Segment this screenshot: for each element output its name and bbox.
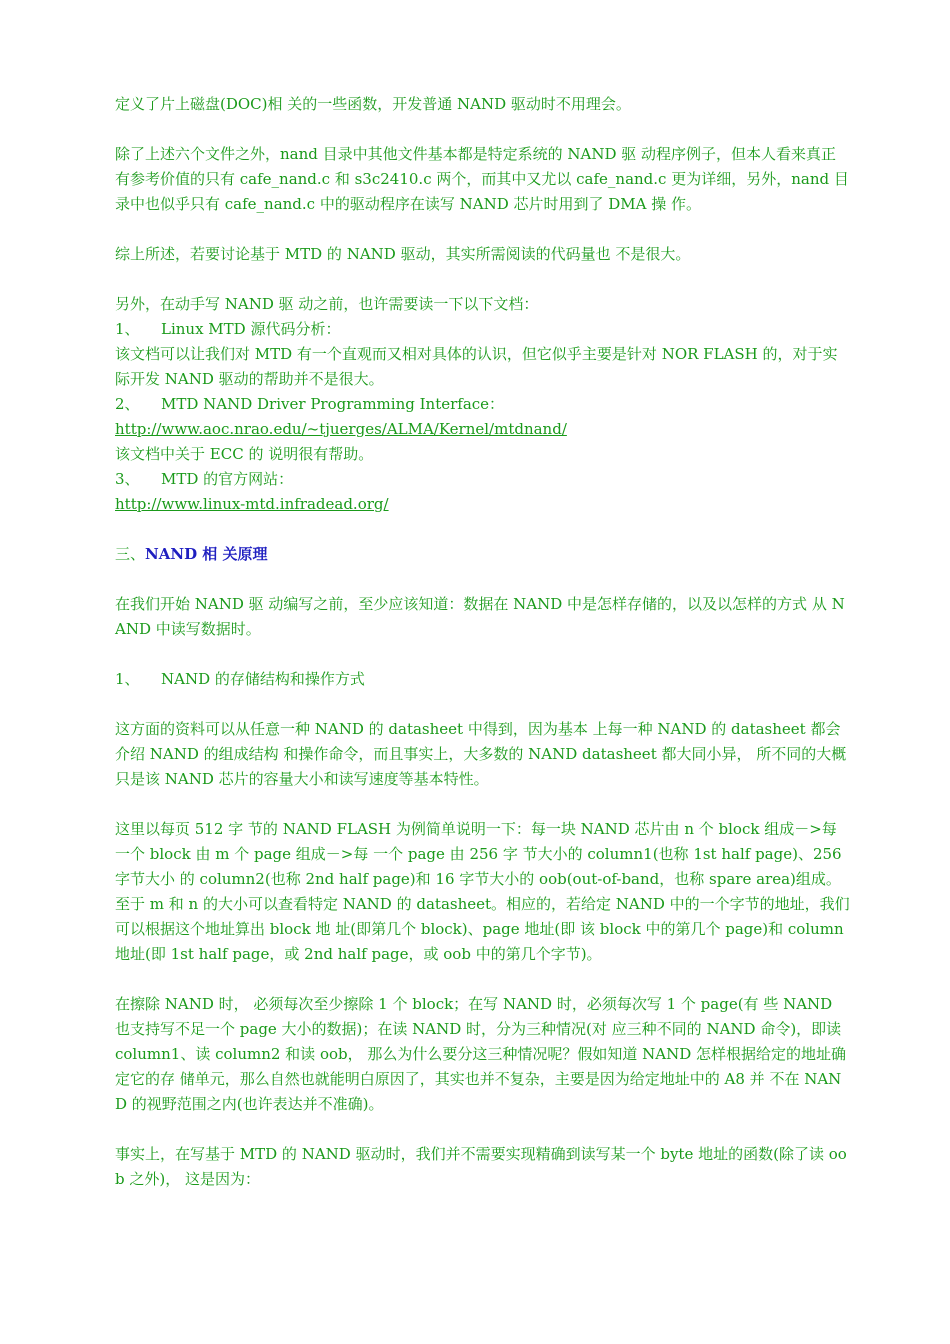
reference-title: MTD NAND Driver Programming Interface： xyxy=(161,395,505,413)
document-page xyxy=(115,92,850,1217)
paragraph-before-driver: 在我们开始 NAND 驱 动编写之前，至少应该知道：数据在 NAND 中是怎样存储的，以及以怎样的方式 从 NAND 中读写数据时。 xyxy=(115,595,845,638)
reference-title: Linux MTD 源代码分析： xyxy=(161,320,341,338)
subsection-title: NAND 的存储结构和操作方式 xyxy=(161,670,365,688)
paragraph-erase-write-read: 在擦除 NAND 时， 必须每次至少擦除 1 个 block；在写 NAND 时，必须每次写 1 个 page(有 些 NAND 也支持写不足一个 page 大小的数据)；在读 NAND 时，分为三种情况(对 应三种不同的 NAND 命令)，即读 column1、读 column2 和读 oob， 那么为什么要分这三种情况呢？假如知道 NAND 怎样根据给定的地址确定它的存 储单元，那么自然也就能明白原因了，其实也并不复杂，主要是因为给定地址中的 A8 并 不在 NAND 的视野范围之内(也许表达并不准确)。 xyxy=(115,995,847,1113)
reference-item-3 xyxy=(115,467,850,492)
reference-description: 该文档可以让我们对 MTD 有一个直观而又相对具体的认识，但它似乎主要是针对 NOR FLASH 的，对于实际开发 NAND 驱动的帮助并不是很大。 xyxy=(115,345,838,388)
reference-intro: 另外，在动手写 NAND 驱 动之前，也许需要读一下以下文档： xyxy=(115,295,539,313)
paragraph-doc-intro: 定义了片上磁盘(DOC)相 关的一些函数，开发普通 NAND 驱动时不用理会。 xyxy=(115,95,631,113)
reference-list xyxy=(115,292,850,517)
reference-title: MTD 的官方网站： xyxy=(161,470,294,488)
list-number: 1、 xyxy=(115,670,140,688)
reference-link-linux-mtd[interactable]: http://www.linux-mtd.infradead.org/ xyxy=(115,495,389,513)
reference-link-mtdnand[interactable]: http://www.aoc.nrao.edu/~tjuerges/ALMA/Kernel/mtdnand/ xyxy=(115,420,567,438)
list-number: 3、 xyxy=(115,470,140,488)
paragraph-datasheet: 这方面的资料可以从任意一种 NAND 的 datasheet 中得到，因为基本 上每一种 NAND 的 datasheet 都会介绍 NAND 的组成结构 和操作命令，而且事实上，大多数的 NAND datasheet 都大同小异， 所不同的大概只是该 NAND 芯片的容量大小和读写速度等基本特性。 xyxy=(115,720,847,788)
paragraph-mtd-driver: 事实上，在写基于 MTD 的 NAND 驱动时，我们并不需要实现精确到读写某一个 byte 地址的函数(除了读 oob 之外)， 这是因为： xyxy=(115,1145,847,1188)
list-number: 2、 xyxy=(115,395,140,413)
paragraph-page-structure: 这里以每页 512 字 节的 NAND FLASH 为例简单说明一下：每一块 NAND 芯片由 n 个 block 组成－>每 一个 block 由 m 个 page 组成－>每 一个 page 由 256 字 节大小的 column1(也称 1st half page)、256 字节大小 的 column2(也称 2nd half page)和 16 字节大小的 oob(out-of-band，也称 spare area)组成。至于 m 和 n 的大小可以查看特定 NAND 的 datasheet。相应的，若给定 NAND 中的一个字节的地址，我们可以根据这个地址算出 block 地 址(即第几个 block)、page 地址(即 该 block 中的第几个 page)和 column 地址(即 1st half page，或 2nd half page，或 oob 中的第几个字节)。 xyxy=(115,820,850,963)
section-heading-title: NAND 相 关原理 xyxy=(145,545,268,563)
paragraph-summary: 综上所述，若要讨论基于 MTD 的 NAND 驱动，其实所需阅读的代码量也 不是很大。 xyxy=(115,245,691,263)
reference-item-1 xyxy=(115,317,850,342)
section-heading-prefix: 三、 xyxy=(115,545,146,563)
paragraph-nand-directory: 除了上述六个文件之外，nand 目录中其他文件基本都是特定系统的 NAND 驱 动程序例子，但本人看来真正有参考价值的只有 cafe_nand.c 和 s3c2410.c 两个，而其中又尤以 cafe_nand.c 更为详细，另外，nand 目 录中也似乎只有 cafe_nand.c 中的驱动程序在读写 NAND 芯片时用到了 DMA 操 作。 xyxy=(115,145,849,213)
reference-description: 该文档中关于 ECC 的 说明很有帮助。 xyxy=(115,445,374,463)
list-number: 1、 xyxy=(115,320,140,338)
reference-item-2 xyxy=(115,392,850,417)
section-heading xyxy=(115,542,850,567)
subsection-heading xyxy=(115,667,850,692)
